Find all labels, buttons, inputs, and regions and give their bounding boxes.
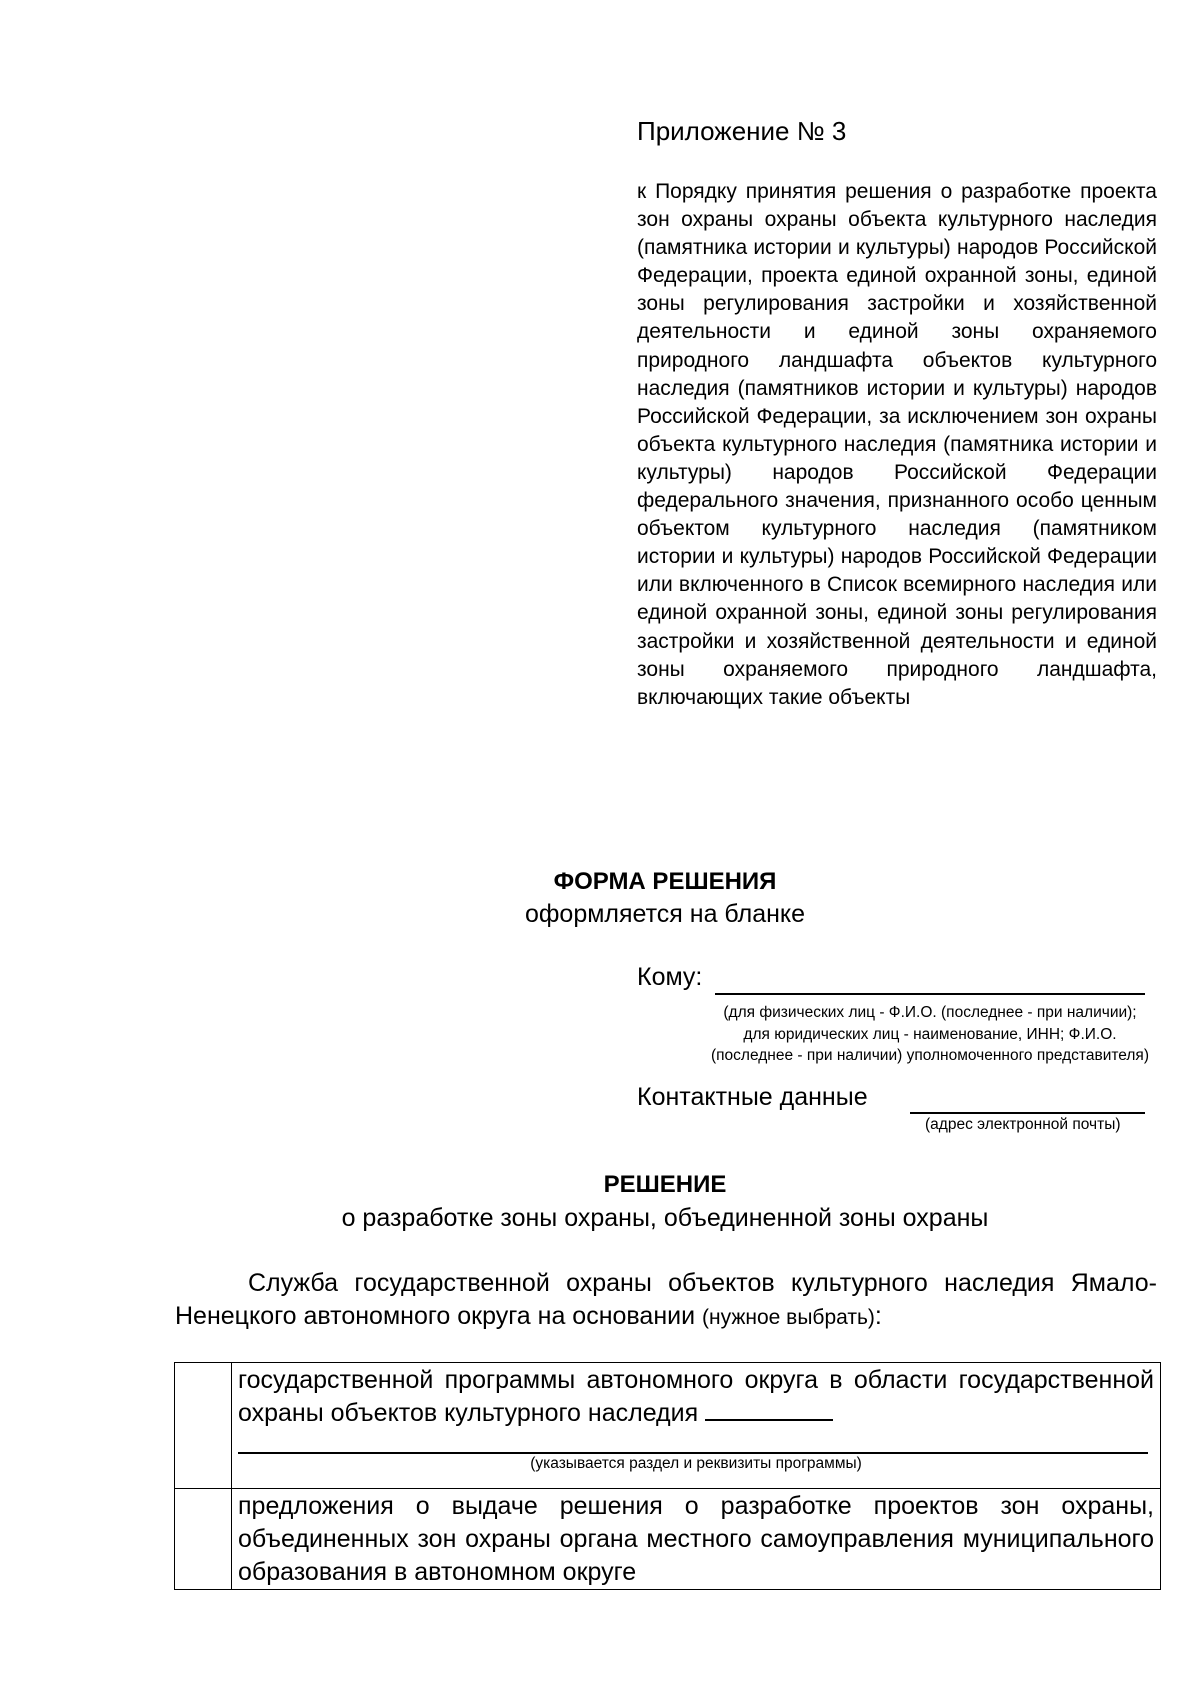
option-checkbox-cell[interactable] bbox=[175, 1363, 232, 1489]
contacts-label: Контактные данные bbox=[637, 1083, 868, 1111]
contacts-field[interactable] bbox=[910, 1112, 1145, 1114]
form-title: ФОРМА РЕШЕНИЯ bbox=[553, 868, 777, 895]
program-field-inline[interactable] bbox=[705, 1399, 833, 1421]
form-subtitle: оформляется на бланке bbox=[524, 900, 806, 928]
decision-intro-end: : bbox=[874, 1302, 882, 1330]
appendix-preamble: к Порядку принятия решения о разработке проекта зон охраны охраны объекта культурного наследия (памятника истории и культуры) народов Российской Федерации, проекта единой охранной зоны, единой зоны регулирования застройки и хозяйственной деятельности и единой зоны охраняемого природного ландшафта объектов культурного наследия (памятников истории и культуры) народов Российской Федерации, за исключением зон охраны объекта культурного наследия (памятника истории и культуры) народов Российской Федерации федерального значения, признанного особо ценным объектом культурного наследия (памятником истории и культуры) народов Российской Федерации или включенного в Список всемирного наследия или единой охранной зоны, единой зоны регулирования застройки и хозяйственной деятельности и единой зоны охраняемого природного ландшафта, включающих такие объекты bbox=[637, 180, 1157, 709]
option-text: предложения о выдаче решения о разработке проектов зон охраны, объединенных зон охраны органа местного самоуправления муниципального образования в автономном округе bbox=[238, 1492, 1154, 1586]
decision-intro-text: Служба государственной охраны объектов культурного наследия Ямало-Ненецкого автономного округа на основании bbox=[175, 1269, 1157, 1330]
decision-subtitle: о разработке зоны охраны, объединенной зоны охраны bbox=[341, 1204, 989, 1232]
program-field-line[interactable] bbox=[238, 1430, 1148, 1454]
decision-intro bbox=[175, 1267, 1157, 1334]
option-row bbox=[175, 1363, 1161, 1489]
options-table bbox=[174, 1362, 1161, 1590]
appendix-title: Приложение № 3 bbox=[637, 116, 847, 146]
contacts-hint: (адрес электронной почты) bbox=[925, 1116, 1121, 1133]
recipient-label: Кому: bbox=[637, 963, 703, 991]
recipient-hint: (для физических лиц - Ф.И.О. (последнее - при наличии); для юридических лиц - наименование, ИНН; Ф.И.О. (последнее - при наличии) уполномоченного представителя) bbox=[710, 1004, 1149, 1064]
option-hint: (указывается раздел и реквизиты программы) bbox=[530, 1455, 862, 1472]
decision-intro-note: (нужное выбрать) bbox=[702, 1306, 875, 1329]
decision-title: РЕШЕНИЕ bbox=[603, 1171, 727, 1198]
option-row bbox=[175, 1489, 1161, 1590]
recipient-field[interactable] bbox=[715, 993, 1145, 995]
option-checkbox-cell[interactable] bbox=[175, 1489, 232, 1590]
option-text: государственной программы автономного округа в области государственной охраны объектов культурного наследия bbox=[238, 1366, 1154, 1427]
option-text-cell bbox=[232, 1363, 1161, 1489]
option-text-cell bbox=[232, 1489, 1161, 1590]
